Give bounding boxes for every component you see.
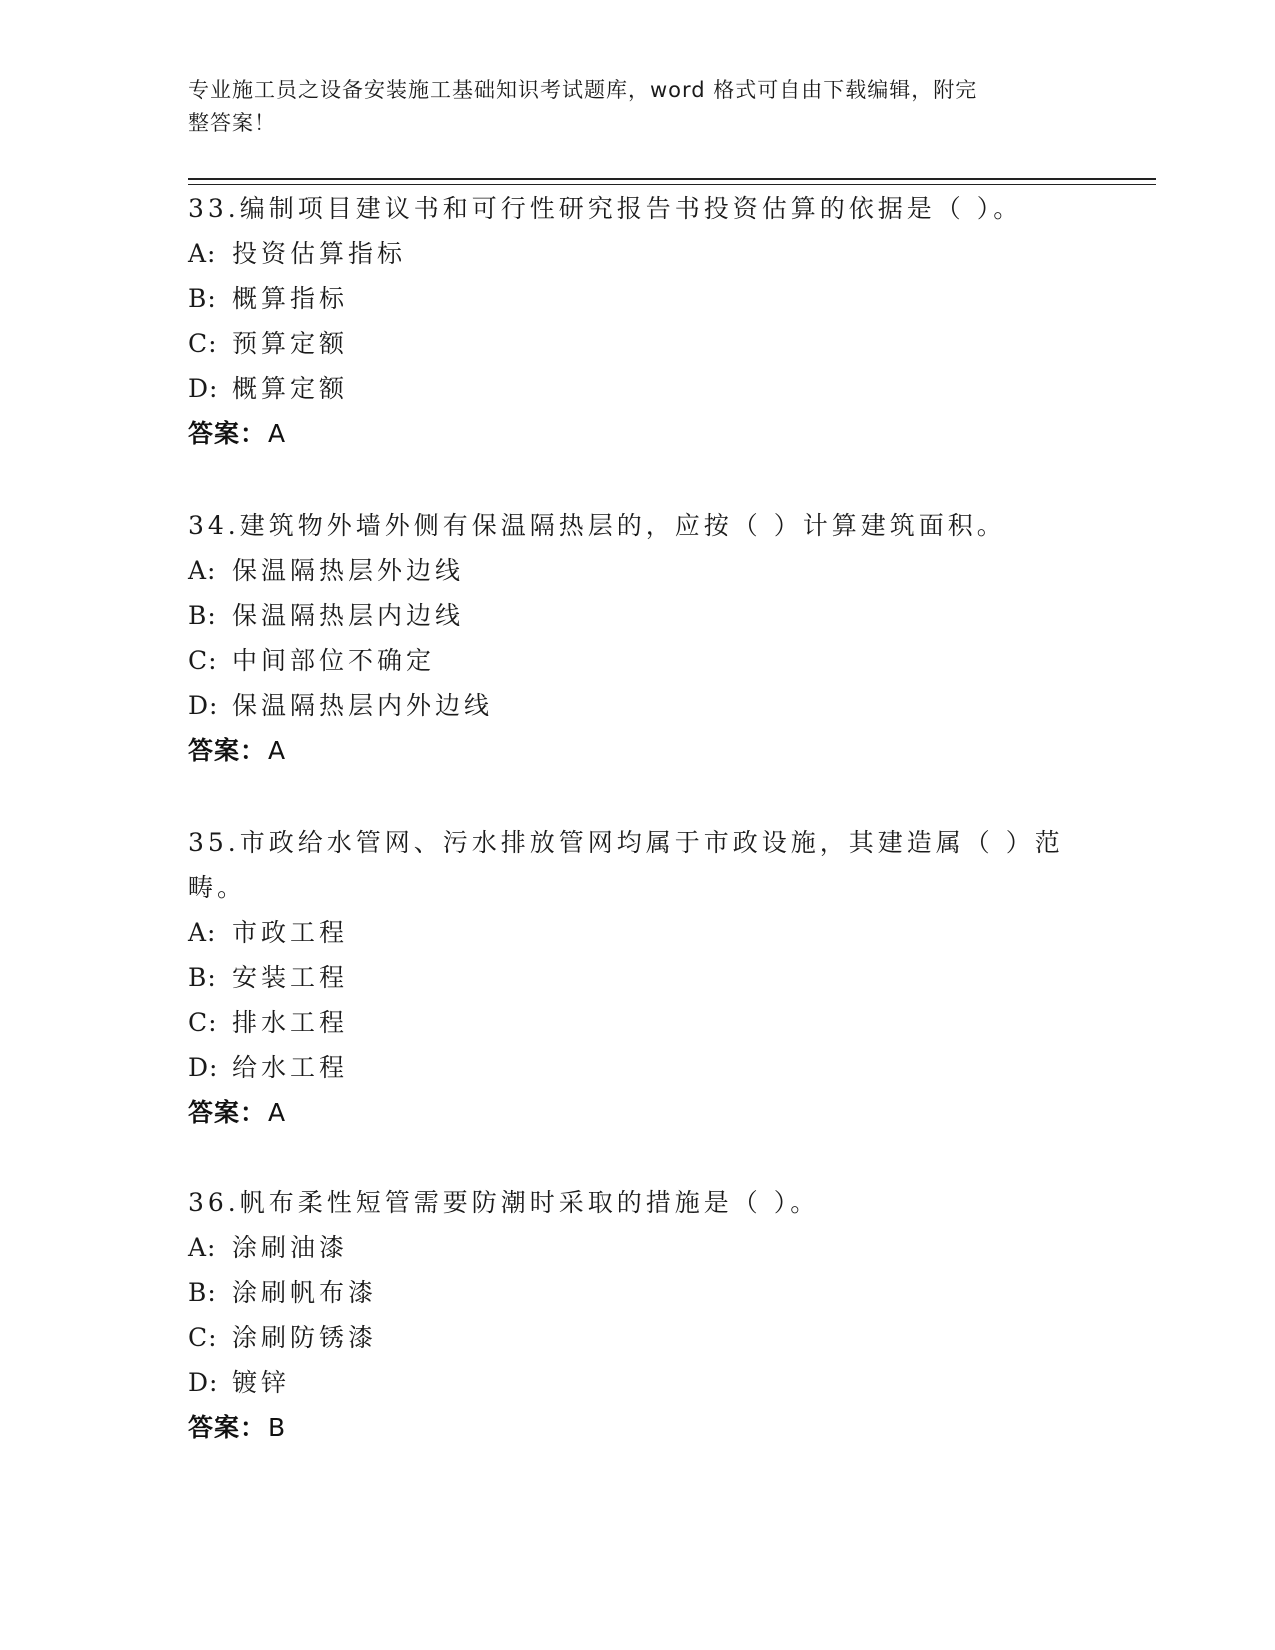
option-key: A: — [188, 556, 217, 585]
question-36 — [188, 1180, 1068, 1450]
option-b — [188, 955, 1068, 1000]
option-key: C: — [188, 1008, 218, 1037]
answer-line — [188, 728, 1068, 773]
option-key: A: — [188, 1233, 217, 1262]
option-d — [188, 683, 1068, 728]
option-c — [188, 1000, 1068, 1045]
option-key: A: — [188, 918, 217, 947]
option-text: 保温隔热层外边线 — [232, 556, 465, 585]
option-key: B: — [188, 284, 217, 313]
option-text: 安装工程 — [232, 963, 349, 992]
question-text: 33.编制项目建议书和可行性研究报告书投资估算的依据是（ ）。 — [188, 194, 1023, 223]
option-text: 预算定额 — [232, 329, 349, 358]
option-b — [188, 593, 1068, 638]
answer-value: A — [268, 1098, 287, 1127]
option-text: 给水工程 — [232, 1053, 349, 1082]
option-a — [188, 1225, 1068, 1270]
option-key: D: — [188, 374, 219, 403]
answer-label: 答案： — [188, 419, 267, 448]
option-key: C: — [188, 1323, 218, 1352]
option-key: D: — [188, 1053, 219, 1082]
option-text: 概算定额 — [232, 374, 349, 403]
option-key: B: — [188, 601, 217, 630]
option-key: C: — [188, 646, 218, 675]
question-text: 34.建筑物外墙外侧有保温隔热层的，应按（ ）计算建筑面积。 — [188, 511, 1006, 540]
answer-value: B — [268, 1413, 287, 1442]
question-34 — [188, 503, 1068, 773]
option-d — [188, 1360, 1068, 1405]
question-text: 35.市政给水管网、污水排放管网均属于市政设施，其建造属（ ）范 — [188, 828, 1064, 857]
option-text: 市政工程 — [232, 918, 349, 947]
option-text: 保温隔热层内边线 — [232, 601, 465, 630]
document-header — [188, 74, 1068, 140]
question-text: 36.帆布柔性短管需要防潮时采取的措施是（ ）。 — [188, 1188, 820, 1217]
question-35 — [188, 820, 1068, 1135]
option-b — [188, 276, 1068, 321]
option-key: D: — [188, 691, 219, 720]
option-text: 涂刷防锈漆 — [232, 1323, 378, 1352]
option-text: 概算指标 — [232, 284, 349, 313]
option-text: 镀锌 — [232, 1368, 291, 1397]
answer-line — [188, 1405, 1068, 1450]
option-c — [188, 638, 1068, 683]
option-a — [188, 910, 1068, 955]
header-line-1: 专业施工员之设备安装施工基础知识考试题库，word 格式可自由下载编辑，附完 — [188, 78, 978, 102]
answer-value: A — [268, 736, 287, 765]
option-text: 中间部位不确定 — [232, 646, 436, 675]
option-key: B: — [188, 963, 217, 992]
option-a — [188, 548, 1068, 593]
header-line-2: 整答案！ — [188, 111, 276, 135]
option-key: D: — [188, 1368, 219, 1397]
question-text-continued: 畴。 — [188, 873, 247, 902]
answer-line — [188, 1090, 1068, 1135]
answer-label: 答案： — [188, 736, 267, 765]
option-key: A: — [188, 239, 217, 268]
answer-line — [188, 411, 1068, 456]
header-divider-thin — [188, 184, 1156, 185]
answer-label: 答案： — [188, 1098, 267, 1127]
answer-value: A — [268, 419, 287, 448]
option-d — [188, 366, 1068, 411]
option-text: 保温隔热层内外边线 — [232, 691, 494, 720]
option-key: C: — [188, 329, 218, 358]
option-c — [188, 1315, 1068, 1360]
option-text: 涂刷帆布漆 — [232, 1278, 378, 1307]
option-key: B: — [188, 1278, 217, 1307]
option-b — [188, 1270, 1068, 1315]
option-d — [188, 1045, 1068, 1090]
question-33 — [188, 186, 1068, 456]
option-text: 排水工程 — [232, 1008, 349, 1037]
option-a — [188, 231, 1068, 276]
option-text: 涂刷油漆 — [232, 1233, 349, 1262]
answer-label: 答案： — [188, 1413, 267, 1442]
option-c — [188, 321, 1068, 366]
header-divider-thick — [188, 178, 1156, 180]
option-text: 投资估算指标 — [232, 239, 407, 268]
